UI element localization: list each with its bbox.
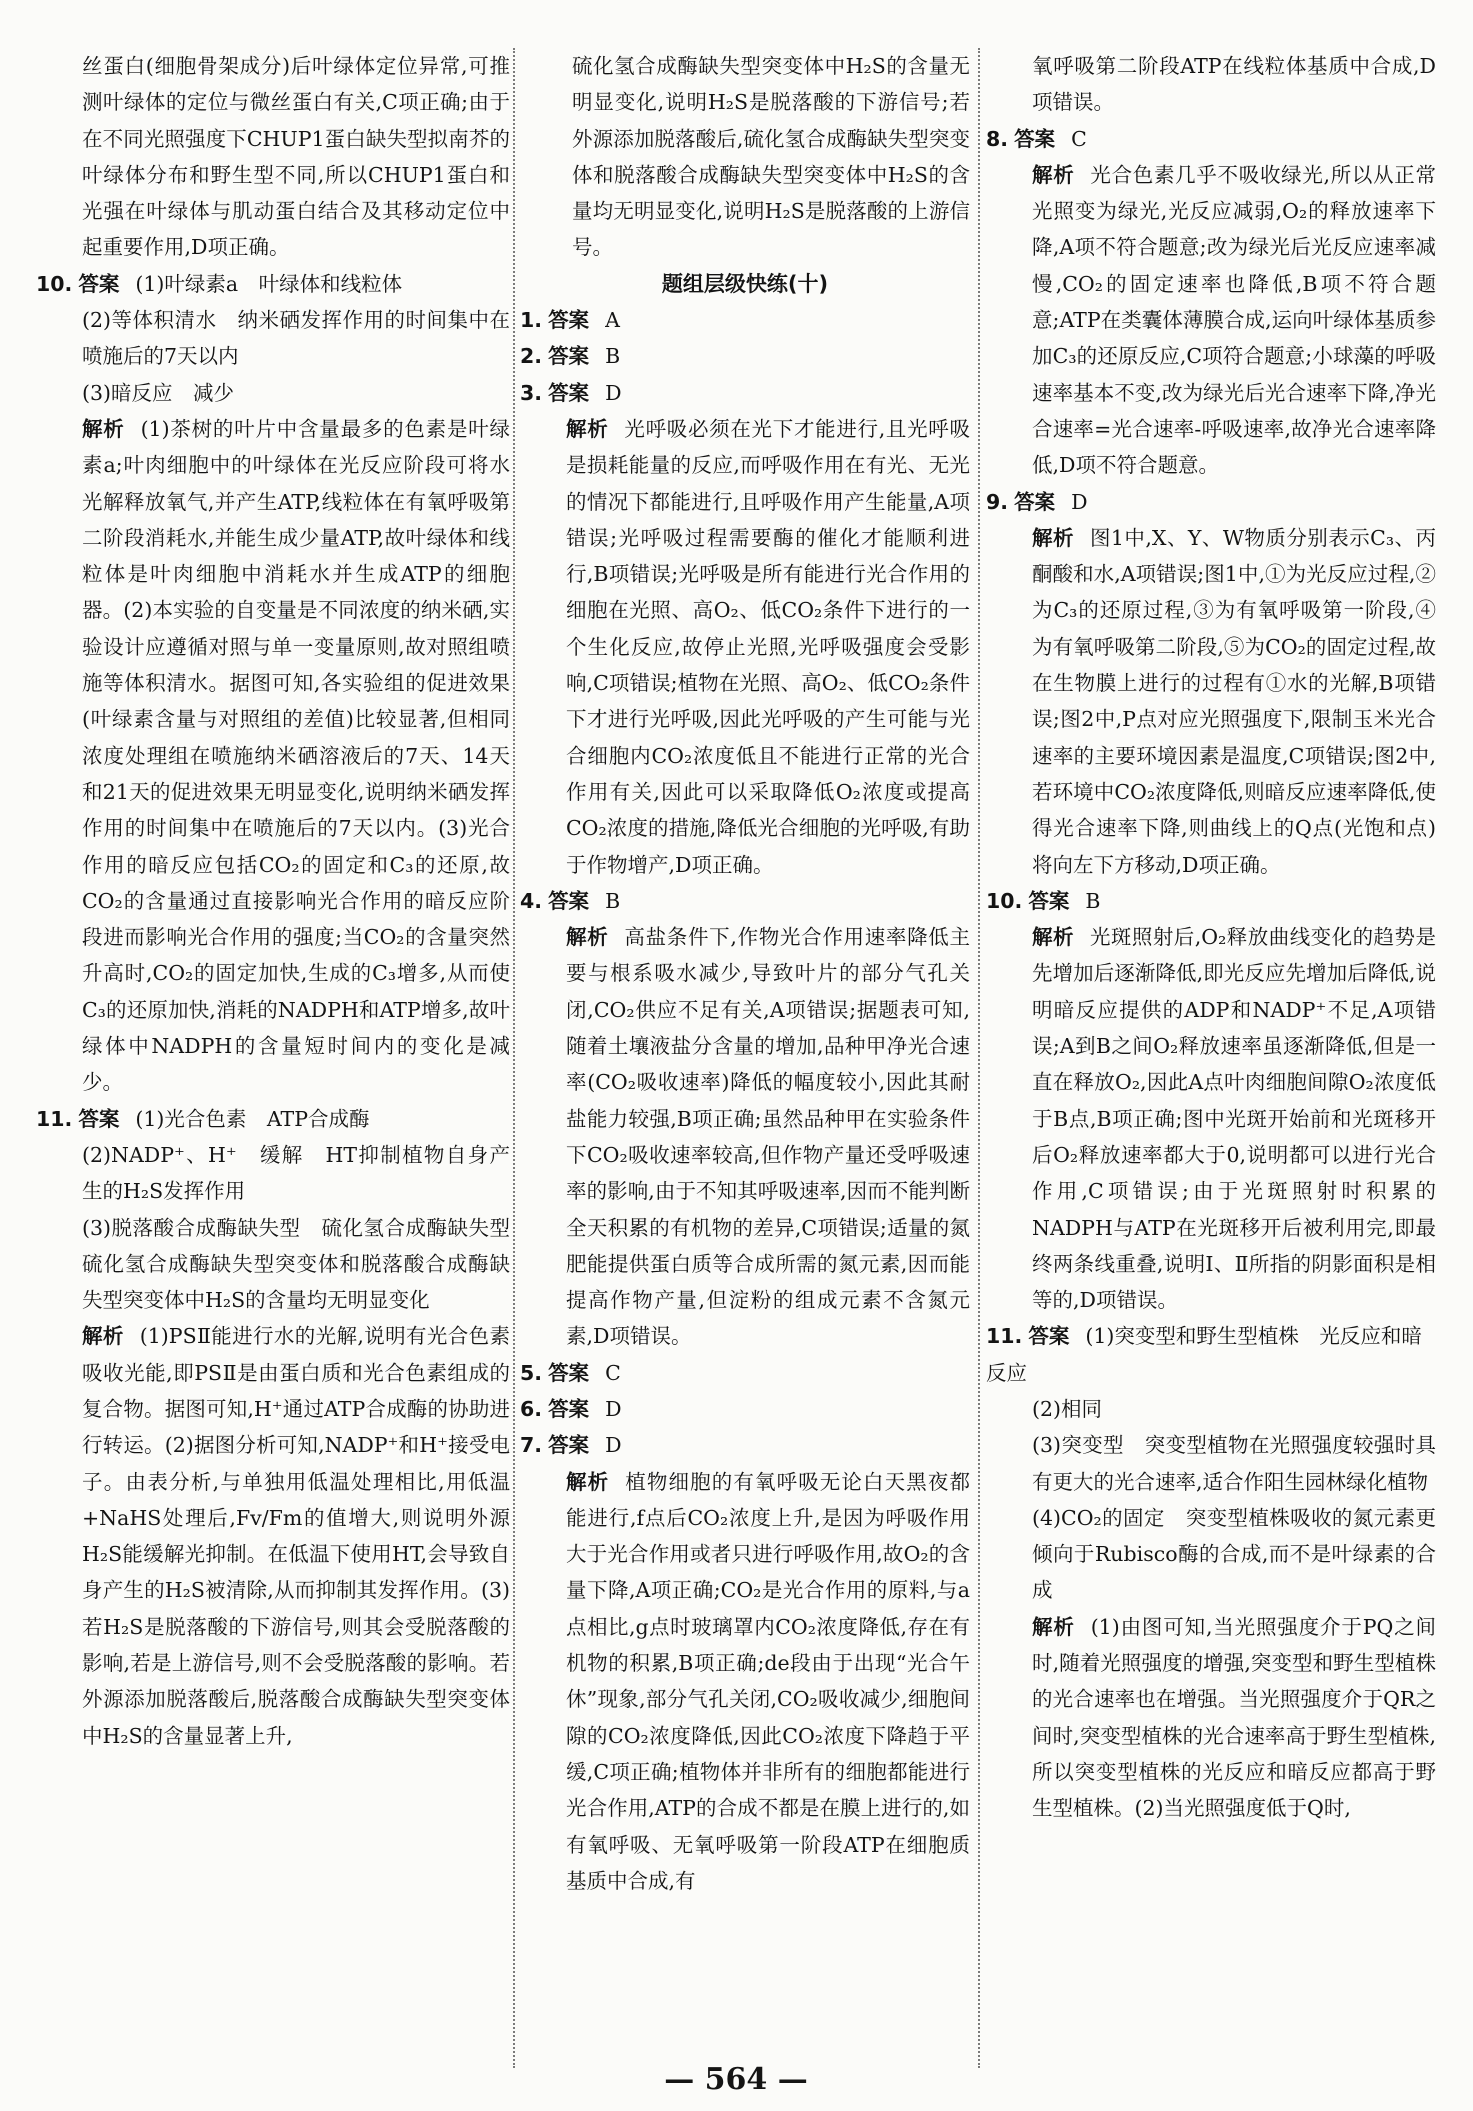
column-middle: [520, 48, 970, 1899]
section-title: 题组层级快练(十): [661, 271, 829, 296]
answer-item-5: 5. 答案 C: [520, 1360, 621, 1385]
analysis-3: 解析 光呼吸必须在光下才能进行,且光呼吸是损耗能量的反应,而呼吸作用在有光、无光的情况下都能进行,且呼吸作用产生能量,A项错误;光呼吸过程需要酶的催化才能顺利进行,B项错误;光呼吸是所有能进行光合作用的细胞在光照、高O₂、低CO₂条件下进行的一个生化反应,故停止光照,光呼吸强度会受影响,C项错误;植物在光照、高O₂、低CO₂条件下才进行光呼吸,因此光呼吸的产生可能与光合细胞内CO₂浓度低且不能进行正常的光合作用有关,因此可以采取降低O₂浓度或提高CO₂浓度的措施,降低光合细胞的光呼吸,有助于作物增产,D项正确。: [566, 416, 971, 877]
column-right: 氧呼吸第二阶段ATP在线粒体基质中合成,D项错误。 8. 答案 C 解析 光合色素几乎不吸收绿光,所以从正常光照变为绿光,光反应减弱,O₂的释放速率下降,A项不符合题意;改为绿光后光反应速率减慢,CO₂的固定速率也降低,B项不符合题意;ATP在类囊体薄膜合成,运向叶绿体基质参加C₃的还原反应,C项符合题意;小球藻的呼吸速率基本不变,改为绿光后光合速率下降,净光合速率=光合速率-呼吸速率,故净光合速率降低,D项不符合题意。 9. 答案 D 解析 图1中,X、Y、W物质分别表示C₃、丙酮酸和水,A项错误;图1中,①为光反应过程,②为C₃的还原过程,③为有氧呼吸第一阶段,④为有氧呼吸第二阶段,⑤为CO₂的固定过程,故在生物膜上进行的过程有①水的光解,B项错误;图2中,P点对应光照强度下,限制玉米光合速率的主要环境因素是温度,C项错误;图2中,若环境中CO₂浓度降低,则暗反应速率降低,使得光合速率下降,则曲线上的Q点(光饱和点)将向左下方移动,D项正确。 10. 答案 B 解析 光斑照射后,O₂释放曲线变化的趋势是先增加后逐渐降低,即光反应先增加后降低,说明暗反应提供的ADP和NADP⁺不足,A项错误;A到B之间O₂释放速率虽逐渐降低,但是一直在释放O₂,因此A点叶肉细胞间隙O₂浓度低于B点,B项正确;图中光斑开始前和光斑移开后O₂释放速率都大于0,说明都可以进行光合作用,C项错误;由于光斑照射时积累的NADPH与ATP在光斑移开后被利用完,即最终两条线重叠,说明Ⅰ、Ⅱ所指的阴影面积是相等的,D项错误。 11. 答案 (1)突变型和野生型植株 光反应和暗反应 (2)相同 (3)突变型 突变型植物在光照强度较强时具有更大的光合速率,适合作阳生园林绿化植物 (4)CO₂的固定 突变型植株吸收的氮元素更倾向于Rubisco酶的合成,而不是叶绿素的合成 解析 (1)由图可知,当光照强度介于PQ之间时,随着光照强度的增强,突变型和野生型植株的光合速率也在增强。当光照强度介于QR之间时,突变型植株的光合速率高于野生型植株,所以突变型植株的光反应和暗反应都高于野生型植株。(2)当光照强度低于Q时,: [986, 48, 1436, 1827]
analysis-9: 解析 图1中,X、Y、W物质分别表示C₃、丙酮酸和水,A项错误;图1中,①为光反应过程,②为C₃的还原过程,③为有氧呼吸第一阶段,④为有氧呼吸第二阶段,⑤为CO₂的固定过程,故在生物膜上进行的过程有①水的光解,B项错误;图2中,P点对应光照强度下,限制玉米光合速率的主要环境因素是温度,C项错误;图2中,若环境中CO₂浓度降低,则暗反应速率降低,使得光合速率下降,则曲线上的Q点(光饱和点)将向左下方移动,D项正确。: [1032, 525, 1436, 877]
answer-item-11: 11. 答案 (1)光合色素 ATP合成酶 (2)NADP⁺、H⁺ 缓解 HT抑制植物自身产生的H₂S发挥作用 (3)脱落酸合成酶缺失型 硫化氢合成酶缺失型 硫化氢合成酶缺失型突变体和脱落酸合成酶缺失型突变体中H₂S的含量均无明显变化 解析 (1)PSⅡ能进行水的光解,说明有光合色素吸收光能,即PSⅡ是由蛋白质和光合色素组成的复合物。据图可知,H⁺通过ATP合成酶的协助进行转运。(2)据图分析可知,NADP⁺和H⁺接受电子。由表分析,与单独用低温处理相比,用低温+NaHS处理后,Fv/Fm的值增大,则说明外源H₂S能缓解光抑制。在低温下使用HT,会导致自身产生的H₂S被清除,从而抑制其发挥作用。(3)若H₂S是脱落酸的下游信号,则其会受脱落酸的影响,若是上游信号,则不会受脱落酸的影响。若外源添加脱落酸后,脱落酸合成酶缺失型突变体中H₂S的含量显著上升,: [36, 1106, 531, 1748]
page-number: — 564 —: [664, 2062, 808, 2097]
answer-item-10b: 10. 答案 B: [986, 888, 1101, 913]
answer-item-11b: 11. 答案 (1)突变型和野生型植株 光反应和暗反应: [986, 1324, 1422, 1385]
answer-item-7: 7. 答案 D: [520, 1433, 622, 1458]
analysis-11b: 解析 (1)由图可知,当光照强度介于PQ之间时,随着光照强度的增强,突变型和野生型植株的光合速率也在增强。当光照强度介于QR之间时,突变型植株的光合速率高于野生型植株,所以突变型植株的光反应和暗反应都高于野生型植株。(2)当光照强度低于Q时,: [1032, 1614, 1436, 1821]
continued-text: 硫化氢合成酶缺失型突变体中H₂S的含量无明显变化,说明H₂S是脱落酸的下游信号;若外源添加脱落酸后,硫化氢合成酶缺失型突变体和脱落酸合成酶缺失型突变体中H₂S的含量均无明显变化,说明H₂S是脱落酸的上游信号。: [572, 54, 970, 260]
analysis-4: 解析 高盐条件下,作物光合作用速率降低主要与根系吸水减少,导致叶片的部分气孔关闭,CO₂供应不足有关,A项错误;据题表可知,随着土壤液盐分含量的增加,品种甲净光合速率(CO₂吸收速率)降低的幅度较小,因此其耐盐能力较强,B项正确;虽然品种甲在实验条件下CO₂吸收速率较高,但作物产量还受呼吸速率的影响,由于不知其呼吸速率,因而不能判断全天积累的有机物的差异,C项错误;适量的氮肥能提供蛋白质等合成所需的氮元素,因而能提高作物产量,但淀粉的组成元素不含氮元素,D项错误。: [566, 925, 971, 1349]
answer-label: 答案: [78, 1106, 120, 1131]
continued-text: 氧呼吸第二阶段ATP在线粒体基质中合成,D项错误。: [1032, 54, 1436, 115]
analysis-8: 解析 光合色素几乎不吸收绿光,所以从正常光照变为绿光,光反应减弱,O₂的释放速率下降,A项不符合题意;改为绿光后光反应速率减慢,CO₂的固定速率也降低,B项不符合题意;ATP在类囊体薄膜合成,运向叶绿体基质参加C₃的还原反应,C项符合题意;小球藻的呼吸速率基本不变,改为绿光后光合速率下降,净光合速率=光合速率-呼吸速率,故净光合速率降低,D项不符合题意。: [1032, 162, 1437, 478]
continued-text: 丝蛋白(细胞骨架成分)后叶绿体定位异常,可推测叶绿体的定位与微丝蛋白有关,C项正确;由于在不同光照强度下CHUP1蛋白缺失型拟南芥的叶绿体分布和野生型不同,所以CHUP1蛋白和光强在叶绿体与肌动蛋白结合及其移动定位中起重要作用,D项正确。: [82, 54, 510, 260]
column-divider: [978, 48, 980, 2068]
analysis-label: 解析: [82, 416, 125, 441]
answer-item-1: 1. 答案 A: [520, 308, 620, 333]
answer-item-8: 8. 答案 C: [986, 126, 1087, 151]
answer-item-10: 10. 答案 (1)叶绿素a 叶绿体和线粒体 (2)等体积清水 纳米硒发挥作用的时间集中在喷施后的7天以内 (3)暗反应 减少 解析 (1)茶树的叶片中含量最多的色素是叶绿素a;叶肉细胞中的叶绿体在光反应阶段可将水光解释放氧气,并产生ATP,线粒体在有氧呼吸第二阶段消耗水,并能生成少量ATP,故叶绿体和线粒体是叶肉细胞中消耗水并生成ATP的细胞器。(2)本实验的自变量是不同浓度的纳米硒,实验设计应遵循对照与单一变量原则,故对照组喷施等体积清水。据图可知,各实验组的促进效果(叶绿素含量与对照组的差值)比较显著,但相同浓度处理组在喷施纳米硒溶液后的7天、14天和21天的促进效果无明显变化,说明纳米硒发挥作用的时间集中在喷施后的7天以内。(3)光合作用的暗反应包括CO₂的固定和C₃的还原,故CO₂的含量通过直接影响光合作用的暗反应阶段进而影响光合作用的强度;当CO₂的含量突然升高时,CO₂的固定加快,生成的C₃增多,从而使C₃的还原加快,消耗的NADPH和ATP增多,故叶绿体中NADPH的含量短时间内的变化是减少。: [36, 271, 511, 1095]
answer-item-4: 4. 答案 B: [520, 888, 621, 913]
analysis-10b: 解析 光斑照射后,O₂释放曲线变化的趋势是先增加后逐渐降低,即光反应先增加后降低,说明暗反应提供的ADP和NADP⁺不足,A项错误;A到B之间O₂释放速率虽逐渐降低,但是一直在释放O₂,因此A点叶肉细胞间隙O₂浓度低于B点,B项正确;图中光斑开始前和光斑移开后O₂释放速率都大于0,说明都可以进行光合作用,C项错误;由于光斑照射时积累的NADPH与ATP在光斑移开后被利用完,即最终两条线重叠,说明Ⅰ、Ⅱ所指的阴影面积是相等的,D项错误。: [1032, 925, 1436, 1313]
answer-label: 答案: [78, 271, 120, 296]
answer-item-6: 6. 答案 D: [520, 1396, 622, 1421]
analysis-7: 解析 植物细胞的有氧呼吸无论白天黑夜都能进行,f点后CO₂浓度上升,是因为呼吸作用大于光合作用或者只进行呼吸作用,故O₂的含量下降,A项正确;CO₂是光合作用的原料,与a点相比,g点时玻璃罩内CO₂浓度降低,存在有机物的积累,B项正确;de段由于出现“光合午休”现象,部分气孔关闭,CO₂吸收减少,细胞间隙的CO₂浓度降低,因此CO₂浓度下降趋于平缓,C项正确;植物体并非所有的细胞都能进行光合作用,ATP的合成不都是在膜上进行的,如有氧呼吸、无氧呼吸第一阶段ATP在细胞质基质中合成,有: [566, 1469, 971, 1893]
answer-item-2: 2. 答案 B: [520, 344, 621, 369]
column-divider: [513, 48, 515, 2068]
answer-item-3: 3. 答案 D: [520, 380, 622, 405]
analysis-label: 解析: [82, 1324, 124, 1349]
answer-item-9: 9. 答案 D: [986, 489, 1088, 514]
column-left: [36, 48, 531, 1754]
